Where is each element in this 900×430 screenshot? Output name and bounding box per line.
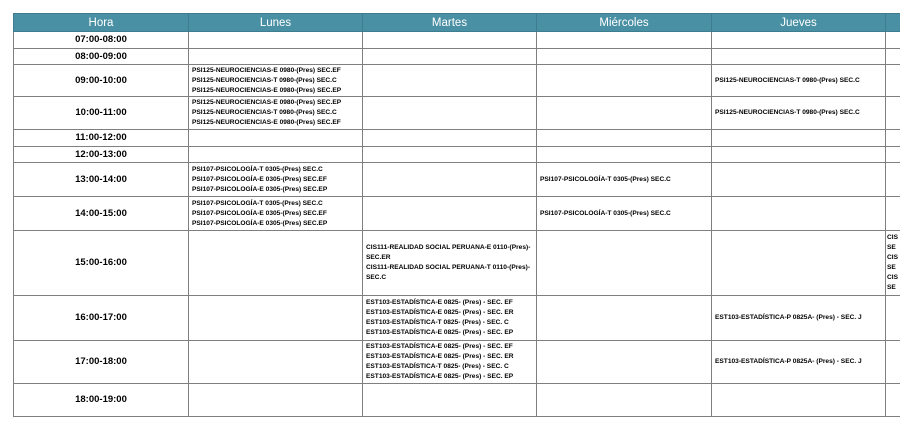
schedule-cell-jueves <box>712 32 886 49</box>
course-entry: EST103-ESTADÍSTICA-P 0825A- (Pres) - SEC. J <box>715 358 862 365</box>
course-entry: PSI125-NEUROCIENCIAS-E 0980-(Pres) SEC.EP <box>192 99 342 106</box>
hora-cell: 14:00-15:00 <box>14 197 189 231</box>
course-entry: EST103-ESTADÍSTICA-E 0825- (Pres) - SEC. EP <box>366 329 514 336</box>
schedule-cell-miercoles <box>537 97 712 130</box>
schedule-table <box>13 13 900 417</box>
course-entry: PSI125-NEUROCIENCIAS-E 0980-(Pres) SEC.EF <box>192 119 341 126</box>
schedule-cell-viernes <box>886 49 900 65</box>
schedule-cell-viernes <box>886 32 900 49</box>
table-row <box>14 341 900 384</box>
course-entry: EST103-ESTADÍSTICA-E 0825- (Pres) - SEC. EP <box>366 373 514 380</box>
schedule-cell-viernes <box>886 147 900 163</box>
header-row <box>14 14 900 32</box>
course-entry: EST103-ESTADÍSTICA-P 0825A- (Pres) - SEC. J <box>715 314 862 321</box>
course-entry: SE <box>887 264 896 271</box>
schedule-cell-jueves <box>712 231 886 296</box>
course-entry: PSI125-NEUROCIENCIAS-E 0980-(Pres) SEC.EF <box>192 66 341 74</box>
schedule-cell-jueves <box>712 130 886 147</box>
table-row <box>14 97 900 130</box>
schedule-cell-jueves <box>712 384 886 417</box>
schedule-cell-lunes <box>189 49 363 65</box>
course-entry: SE <box>887 244 896 251</box>
hora-cell: 15:00-16:00 <box>14 231 189 296</box>
course-entry: PSI107-PSICOLOGÍA-E 0305-(Pres) SEC.EP <box>192 185 328 193</box>
schedule-cell-martes <box>363 97 537 130</box>
hora-cell: 07:00-08:00 <box>14 32 189 49</box>
schedule-cell-viernes <box>886 65 900 97</box>
schedule-cell-martes <box>363 296 537 341</box>
schedule-cell-miercoles <box>537 65 712 97</box>
schedule-cell-lunes <box>189 231 363 296</box>
schedule-cell-viernes <box>886 384 900 417</box>
hora-cell: 09:00-10:00 <box>14 65 189 97</box>
schedule-cell-martes <box>363 130 537 147</box>
course-entry: PSI107-PSICOLOGÍA-E 0305-(Pres) SEC.EF <box>192 209 327 217</box>
hora-cell: 18:00-19:00 <box>14 384 189 417</box>
schedule-cell-lunes <box>189 384 363 417</box>
schedule-cell-martes <box>363 49 537 65</box>
hora-cell: 13:00-14:00 <box>14 163 189 197</box>
table-row <box>14 49 900 65</box>
schedule-cell-lunes <box>189 97 363 130</box>
schedule-cell-viernes <box>886 97 900 130</box>
course-entry: EST103-ESTADÍSTICA-T 0825- (Pres) - SEC. C <box>366 363 509 370</box>
schedule-cell-martes <box>363 163 537 197</box>
schedule-cell-lunes <box>189 32 363 49</box>
schedule-cell-martes <box>363 231 537 296</box>
schedule-cell-miercoles <box>537 163 712 197</box>
course-entry: EST103-ESTADÍSTICA-E 0825- (Pres) - SEC. EF <box>366 299 513 306</box>
schedule-cell-miercoles <box>537 231 712 296</box>
course-entry: PSI125-NEUROCIENCIAS-T 0980-(Pres) SEC.C <box>715 109 860 116</box>
column-header-cut <box>886 14 900 32</box>
schedule-cell-viernes <box>886 231 900 296</box>
schedule-cell-martes <box>363 32 537 49</box>
course-entry: EST103-ESTADÍSTICA-E 0825- (Pres) - SEC. ER <box>366 353 514 360</box>
schedule-cell-jueves <box>712 296 886 341</box>
hora-cell: 12:00-13:00 <box>14 147 189 163</box>
schedule-cell-lunes <box>189 296 363 341</box>
schedule-cell-miercoles <box>537 296 712 341</box>
course-entry: CIS <box>887 234 898 241</box>
schedule-cell-viernes <box>886 341 900 384</box>
schedule-cell-martes <box>363 384 537 417</box>
course-entry: PSI125-NEUROCIENCIAS-E 0980-(Pres) SEC.EP <box>192 86 342 94</box>
schedule-body <box>14 32 900 417</box>
table-row <box>14 384 900 417</box>
schedule-cell-jueves <box>712 49 886 65</box>
schedule-cell-viernes <box>886 197 900 231</box>
hora-cell: 17:00-18:00 <box>14 341 189 384</box>
course-entry: CIS111-REALIDAD SOCIAL PERUANA-E 0110-(Pres)-SEC.ER <box>366 244 531 261</box>
schedule-cell-jueves <box>712 163 886 197</box>
column-header-martes: Martes <box>363 14 537 32</box>
schedule-cell-lunes <box>189 147 363 163</box>
schedule-cell-lunes <box>189 163 363 197</box>
schedule-cell-martes <box>363 341 537 384</box>
table-row <box>14 197 900 231</box>
schedule-cell-martes <box>363 147 537 163</box>
schedule-cell-miercoles <box>537 49 712 65</box>
schedule-cell-lunes <box>189 130 363 147</box>
course-entry: PSI125-NEUROCIENCIAS-T 0980-(Pres) SEC.C <box>192 109 337 116</box>
course-entry: PSI107-PSICOLOGÍA-T 0305-(Pres) SEC.C <box>192 199 323 207</box>
course-entry: PSI107-PSICOLOGÍA-E 0305-(Pres) SEC.EP <box>192 219 328 227</box>
schedule-cell-miercoles <box>537 130 712 147</box>
column-header-jueves: Jueves <box>712 14 886 32</box>
table-row <box>14 147 900 163</box>
schedule-cell-viernes <box>886 163 900 197</box>
column-header-lunes: Lunes <box>189 14 363 32</box>
column-header-hora: Hora <box>14 14 189 32</box>
schedule-cell-martes <box>363 65 537 97</box>
schedule-cell-miercoles <box>537 197 712 231</box>
column-header-miercoles: Miércoles <box>537 14 712 32</box>
course-entry: PSI107-PSICOLOGÍA-T 0305-(Pres) SEC.C <box>540 209 671 217</box>
course-entry: EST103-ESTADÍSTICA-E 0825- (Pres) - SEC. EF <box>366 343 513 350</box>
schedule-cell-lunes <box>189 197 363 231</box>
course-entry: PSI107-PSICOLOGÍA-T 0305-(Pres) SEC.C <box>192 165 323 173</box>
schedule-viewport <box>13 13 900 430</box>
schedule-cell-viernes <box>886 130 900 147</box>
table-row <box>14 32 900 49</box>
course-entry: PSI125-NEUROCIENCIAS-T 0980-(Pres) SEC.C <box>192 76 337 84</box>
schedule-cell-jueves <box>712 65 886 97</box>
hora-cell: 10:00-11:00 <box>14 97 189 130</box>
schedule-cell-miercoles <box>537 384 712 417</box>
hora-cell: 08:00-09:00 <box>14 49 189 65</box>
schedule-cell-miercoles <box>537 32 712 49</box>
schedule-cell-miercoles <box>537 147 712 163</box>
schedule-cell-viernes <box>886 296 900 341</box>
course-entry: CIS <box>887 254 898 261</box>
course-entry: CIS111-REALIDAD SOCIAL PERUANA-T 0110-(Pres)-SEC.C <box>366 264 531 281</box>
course-entry: PSI107-PSICOLOGÍA-T 0305-(Pres) SEC.C <box>540 175 671 183</box>
schedule-cell-jueves <box>712 97 886 130</box>
course-entry: PSI125-NEUROCIENCIAS-T 0980-(Pres) SEC.C <box>715 76 860 84</box>
schedule-cell-jueves <box>712 341 886 384</box>
schedule-cell-miercoles <box>537 341 712 384</box>
schedule-cell-jueves <box>712 197 886 231</box>
schedule-cell-martes <box>363 197 537 231</box>
hora-cell: 16:00-17:00 <box>14 296 189 341</box>
table-row <box>14 163 900 197</box>
course-entry: EST103-ESTADÍSTICA-E 0825- (Pres) - SEC. ER <box>366 309 514 316</box>
course-entry: SE <box>887 284 896 291</box>
course-entry: PSI107-PSICOLOGÍA-E 0305-(Pres) SEC.EF <box>192 175 327 183</box>
table-row <box>14 130 900 147</box>
schedule-cell-lunes <box>189 65 363 97</box>
course-entry: EST103-ESTADÍSTICA-T 0825- (Pres) - SEC. C <box>366 319 509 326</box>
table-row <box>14 231 900 296</box>
table-row <box>14 65 900 97</box>
schedule-cell-lunes <box>189 341 363 384</box>
course-entry: CIS <box>887 274 898 281</box>
hora-cell: 11:00-12:00 <box>14 130 189 147</box>
schedule-cell-jueves <box>712 147 886 163</box>
table-row <box>14 296 900 341</box>
